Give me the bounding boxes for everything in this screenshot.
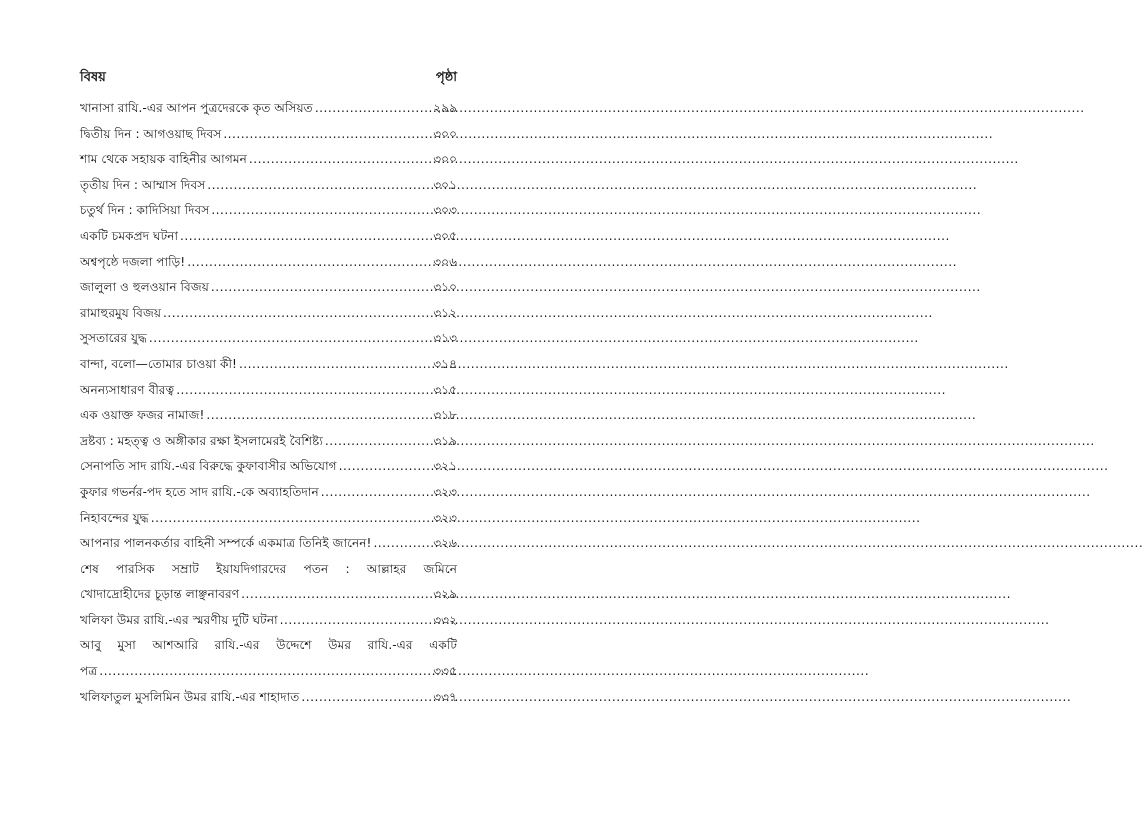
toc-entry-page: ৩১৫ — [433, 382, 457, 397]
toc-entry-page: ৩১৩ — [433, 331, 457, 346]
toc-entry — [80, 352, 457, 378]
toc-entry — [80, 326, 457, 352]
table-of-contents — [80, 68, 457, 710]
toc-entry-title: নিহাবন্দের যুদ্ধ — [80, 510, 149, 525]
toc-entry-page: ৩০১ — [433, 177, 457, 192]
dot-leader — [99, 659, 430, 685]
toc-entry-title: জালুলা ও হুলওয়ান বিজয় — [80, 280, 209, 295]
toc-entry-title: চতুর্থ দিন : কাদিসিয়া দিবস — [80, 203, 210, 218]
toc-entry-page: ৩২৩ — [433, 484, 457, 499]
toc-entry-page: ৩৩২ — [433, 612, 457, 627]
toc-entry-page: ৩০৩ — [433, 203, 457, 218]
toc-entry-title-line1: আবু মুসা আশআরি রাযি.-এর উদ্দেশে উমর রাযি.-এর একটি — [80, 638, 457, 653]
page-heading: পৃষ্ঠা — [435, 70, 457, 85]
dot-leader — [373, 531, 430, 557]
toc-entry-title: অশ্বপৃষ্ঠে দজলা পাড়ি! — [80, 254, 186, 269]
toc-entry-title: খলিফাতুল মুসলিমিন উমর রাযি.-এর শাহাদাত — [80, 689, 300, 704]
dot-leader — [280, 608, 431, 634]
toc-entry — [80, 608, 457, 634]
toc-header — [80, 68, 457, 90]
toc-entry — [80, 250, 457, 276]
toc-entry-page: ৩০০ — [433, 126, 457, 141]
toc-entry-title: একটি চমকপ্রদ ঘটনা — [80, 228, 179, 243]
dot-leader — [325, 429, 430, 455]
toc-entry — [80, 403, 457, 429]
dot-leader — [301, 685, 430, 711]
toc-entry-title: খানাসা রাযি.-এর আপন পুত্রদেরকে কৃত অসিয়ত — [80, 101, 313, 115]
toc-entry-title: দ্রষ্টব্য : মহত্ত্ব ও অঙ্গীকার রক্ষা ইসলামেরই বৈশিষ্ট্য — [80, 433, 323, 448]
toc-entry-title: তৃতীয় দিন : আম্মাস দিবস — [80, 177, 206, 192]
toc-entry — [80, 301, 457, 327]
dot-leader — [211, 198, 430, 224]
toc-entry-title: পত্র — [80, 664, 98, 679]
dot-leader — [223, 122, 430, 148]
toc-entry-page: ৩২৯ — [433, 587, 457, 602]
toc-entry-page: ৩১৮ — [433, 408, 457, 423]
dot-leader — [149, 326, 430, 352]
toc-entry-title: কুফার গভর্নর-পদ হতে সাদ রাযি.-কে অব্যাহতিদান — [80, 484, 319, 499]
toc-entry — [80, 378, 457, 404]
toc-entry — [80, 480, 457, 506]
toc-entry — [80, 557, 457, 608]
dot-leader — [211, 275, 430, 301]
toc-entry-page: ৩২৬ — [433, 536, 457, 551]
dot-leader — [180, 224, 430, 250]
toc-entry-page: ৩২৩ — [433, 510, 457, 525]
toc-entry-page: ৩৩৫ — [433, 664, 457, 679]
toc-entry-title: শাম থেকে সহায়ক বাহিনীর আগমন — [80, 152, 247, 167]
toc-entry — [80, 454, 457, 480]
toc-entry-page: ৩০০ — [433, 152, 457, 167]
toc-entry — [80, 685, 457, 711]
toc-entry-page: ৩২১ — [433, 459, 457, 474]
dot-leader — [163, 301, 430, 327]
toc-entry-page: ৩০৫ — [433, 228, 457, 243]
toc-entry-page: ৩৩৭ — [433, 689, 457, 704]
toc-entry-title: রামাহুরমুয বিজয় — [80, 305, 162, 320]
toc-entry-title: সুসতারের যুদ্ধ — [80, 331, 147, 346]
toc-entry-page: ৩১০ — [433, 280, 457, 295]
dot-leader — [207, 173, 430, 199]
toc-entry-title: এক ওয়াক্ত ফজর নামাজ! — [80, 408, 205, 423]
toc-entry-page: ২৯৯ — [433, 101, 457, 115]
toc-entry — [80, 122, 457, 148]
toc-entry — [80, 429, 457, 455]
dot-leader — [151, 506, 431, 532]
toc-entry-title: অনন্যসাধারণ বীরত্ব — [80, 382, 175, 397]
toc-entry — [80, 96, 457, 122]
toc-entry-title: সেনাপতি সাদ রাযি.-এর বিরুদ্ধে কুফাবাসীর অভিযোগ — [80, 459, 337, 474]
toc-entry-title: খোদাদ্রোহীদের চূড়ান্ত লাঞ্ছনাবরণ — [80, 587, 240, 602]
dot-leader — [187, 250, 430, 276]
dot-leader — [241, 582, 430, 608]
dot-leader — [321, 480, 430, 506]
subject-heading: বিষয় — [80, 70, 106, 85]
dot-leader — [176, 378, 430, 404]
toc-entry — [80, 506, 457, 532]
toc-entry — [80, 147, 457, 173]
dot-leader — [315, 96, 430, 122]
dot-leader — [206, 403, 430, 429]
dot-leader — [239, 352, 430, 378]
toc-entries — [80, 96, 457, 710]
toc-entry-title: বান্দা, বলো—তোমার চাওয়া কী! — [80, 356, 237, 371]
toc-entry-page: ৩০৬ — [433, 254, 457, 269]
toc-entry-title: খলিফা উমর রাযি.-এর স্মরণীয় দুটি ঘটনা — [80, 612, 278, 627]
toc-entry — [80, 633, 457, 684]
toc-entry-title-line1: শেষ পারসিক সম্রাট ইয়াযদিগারদের পতন : আল্লাহর জমিনে — [80, 561, 457, 576]
toc-entry-page: ৩১৪ — [433, 356, 457, 371]
dot-leader — [339, 454, 431, 480]
toc-entry — [80, 531, 457, 557]
toc-entry — [80, 275, 457, 301]
toc-entry — [80, 198, 457, 224]
toc-entry-page: ৩১২ — [433, 305, 457, 320]
dot-leader — [249, 147, 430, 173]
toc-entry-title: দ্বিতীয় দিন : আগওয়াছ দিবস — [80, 126, 222, 141]
toc-entry — [80, 173, 457, 199]
toc-entry-page: ৩১৯ — [433, 433, 457, 448]
toc-entry-title: আপনার পালনকর্তার বাহিনী সম্পর্কে একমাত্র তিনিই জানেন! — [80, 536, 372, 551]
toc-entry — [80, 224, 457, 250]
